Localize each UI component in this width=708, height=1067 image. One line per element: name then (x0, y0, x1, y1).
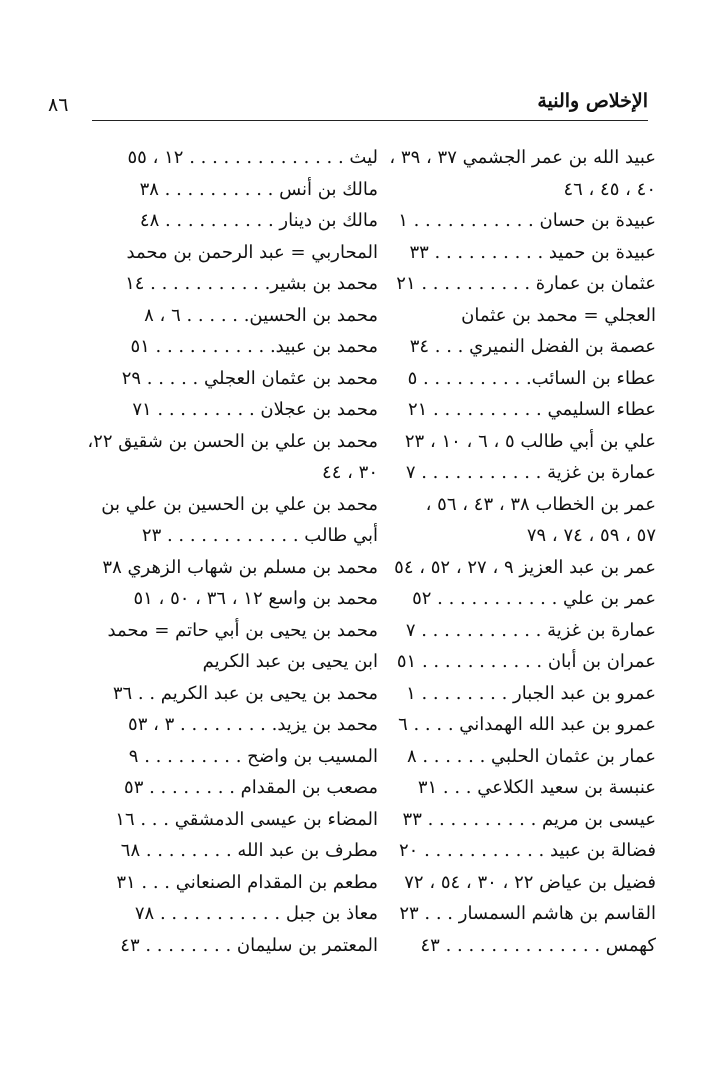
index-entry: معاذ بن جبل . . . . . . . . . . . ٧٨ (134, 903, 378, 924)
index-entry: محمد بن عجلان . . . . . . . . . ٧١ (132, 399, 378, 420)
index-entry: عصمة بن الفضل النميري . . . ٣٤ (409, 336, 656, 357)
index-entry: عمران بن أبان . . . . . . . . . . . ٥١ (396, 651, 656, 672)
index-entry: المعتمر بن سليمان . . . . . . . . ٤٣ (120, 934, 378, 956)
index-entry: محمد بن واسع ١٢ ، ٣٦ ، ٥٠ ، ٥١ (133, 588, 378, 609)
index-entry: المضاء بن عيسى الدمشقي . . . ١٦ (115, 808, 378, 830)
index-entry: عمارة بن غزية . . . . . . . . . . . ٧ (405, 619, 656, 641)
index-entry: أبي طالب . . . . . . . . . . . . ٢٣ (141, 525, 378, 546)
index-entry: عمرو بن عبد الله الهمداني . . . . ٦ (398, 714, 656, 735)
running-title: الإخلاص والنية (537, 90, 648, 112)
index-column-left (87, 142, 378, 961)
index-entry: عمرو بن عبد الجبار . . . . . . . . ١ (406, 682, 656, 704)
index-entry: عثمان بن عمارة . . . . . . . . . . ٢١ (396, 273, 656, 294)
index-entry: عبيدة بن حسان . . . . . . . . . . . ١ (398, 210, 656, 231)
index-entry: العجلي = محمد بن عثمان (461, 304, 656, 326)
index-entry: المسيب بن واضح . . . . . . . . . ٩ (128, 745, 378, 767)
index-entry: محمد بن مسلم بن شهاب الزهري ٣٨ (102, 556, 378, 578)
index-entry: القاسم بن هاشم السمسار . . . ٢٣ (399, 903, 656, 924)
index-column-right (389, 142, 656, 961)
index-entry: محمد بن الحسين. . . . . . ٦ ، ٨ (144, 304, 378, 326)
index-entry: ٣٠ ، ٤٤ (322, 462, 378, 483)
index-entry: محمد بن علي بن الحسن بن شقيق ٢٢، (87, 430, 378, 452)
index-entry: محمد بن يحيى بن عبد الكريم . . ٣٦ (112, 682, 378, 704)
index-entry: عيسى بن مريم . . . . . . . . . . ٣٣ (402, 808, 656, 830)
index-entry: مطرف بن عبد الله . . . . . . . . ٦٨ (120, 840, 378, 861)
index-entry: عمر بن الخطاب ٣٨ ، ٤٣ ، ٥٦ ، (425, 493, 656, 515)
index-entry: محمد بن بشير. . . . . . . . . . . ١٤ (125, 273, 378, 294)
index-entry: محمد بن يزيد. . . . . . . . . ٣ ، ٥٣ (128, 714, 378, 735)
index-entry: عمار بن عثمان الحلبي . . . . . . ٨ (406, 745, 656, 767)
index-entry: المحاربي = عبد الرحمن بن محمد (126, 241, 378, 263)
index-entry: علي بن أبي طالب ٥ ، ٦ ، ١٠ ، ٢٣ (404, 430, 656, 452)
index-entry: عمر بن علي . . . . . . . . . . . ٥٢ (412, 588, 656, 609)
page-number: ٨٦ (48, 94, 69, 116)
index-entry: مالك بن دينار . . . . . . . . . . ٤٨ (139, 210, 378, 231)
index-entry: محمد بن علي بن الحسين بن علي بن (101, 493, 378, 515)
index-entry: عطاء السليمي . . . . . . . . . . ٢١ (407, 399, 656, 420)
index-entry: محمد بن يحيى بن أبي حاتم = محمد (107, 619, 378, 641)
index-entry: عمارة بن غزية . . . . . . . . . . . ٧ (405, 462, 656, 483)
index-entry: محمد بن عثمان العجلي . . . . . ٢٩ (121, 367, 378, 389)
index-entry: كهمس . . . . . . . . . . . . . . ٤٣ (420, 934, 656, 956)
index-entry: ابن يحيى بن عبد الكريم (202, 651, 378, 672)
index-entry: مالك بن أنس . . . . . . . . . . ٣٨ (139, 178, 378, 200)
index-entry: عطاء بن السائب. . . . . . . . . . ٥ (407, 367, 656, 389)
index-entry: عبيدة بن حميد . . . . . . . . . . ٣٣ (409, 241, 656, 263)
index-entry: فضيل بن عياض ٢٢ ، ٣٠ ، ٥٤ ، ٧٢ (404, 871, 656, 893)
index-entry: عمر بن عبد العزيز ٩ ، ٢٧ ، ٥٢ ، ٥٤ (394, 556, 656, 578)
index-entry: فضالة بن عبيد . . . . . . . . . . . ٢٠ (399, 840, 656, 861)
index-entry: مطعم بن المقدام الصنعاني . . . ٣١ (116, 871, 378, 893)
index-entry: ليث . . . . . . . . . . . . . . ١٢ ، ٥٥ (127, 147, 378, 168)
index-entry: محمد بن عبيد. . . . . . . . . . . ٥١ (130, 336, 378, 357)
index-entry: ٥٧ ، ٥٩ ، ٧٤ ، ٧٩ (526, 525, 656, 546)
index-entry: ٤٠ ، ٤٥ ، ٤٦ (563, 178, 656, 200)
index-entry: مصعب بن المقدام . . . . . . . . ٥٣ (124, 777, 378, 798)
index-entry: عنبسة بن سعيد الكلاعي . . . ٣١ (417, 777, 656, 798)
index-entry: عبيد الله بن عمر الجشمي ٣٧ ، ٣٩ ، (389, 147, 656, 168)
